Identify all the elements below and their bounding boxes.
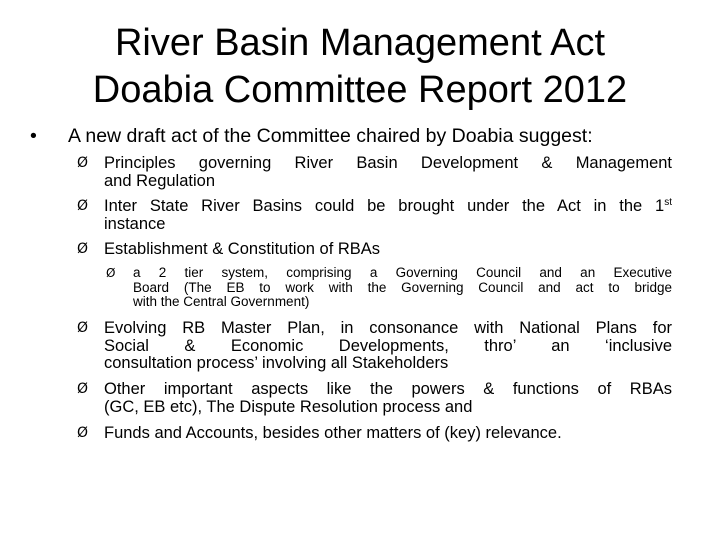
sub-sub-point-tier-system bbox=[106, 266, 672, 310]
sub-point-line: Other important aspects like the powers & functions of RBAs bbox=[104, 380, 672, 398]
sub-point-line: Principles governing River Basin Development & Management bbox=[104, 154, 672, 172]
sub-point-line: instance bbox=[104, 214, 166, 233]
sub-point-line: (GC, EB etc), The Dispute Resolution process and bbox=[104, 397, 473, 416]
sub-point-principles bbox=[77, 155, 672, 190]
sub-point-establishment bbox=[77, 241, 672, 259]
sub-point-line: Social & Economic Developments, thro’ an ‘inclusive bbox=[104, 336, 672, 355]
sub-point-line: Evolving RB Master Plan, in consonance with National Plans for bbox=[104, 319, 672, 337]
sub-point-funds bbox=[77, 425, 672, 443]
sub-point-line: consultation process’ involving all Stakeholders bbox=[104, 354, 449, 372]
sub-point-other-aspects bbox=[77, 381, 672, 416]
sub-point-line: and Regulation bbox=[104, 171, 216, 190]
arrow-bullet-icon: Ø bbox=[77, 320, 89, 336]
sub-point-master-plan bbox=[77, 320, 672, 373]
sub-point-inter-state bbox=[77, 198, 672, 233]
bullet-icon: • bbox=[30, 125, 37, 147]
sub-point-line: Board (The EB to work with the Governing Council and act to bridge bbox=[133, 279, 672, 295]
main-bullet-text: A new draft act of the Committee chaired by Doabia suggest: bbox=[68, 125, 593, 147]
arrow-bullet-icon: Ø bbox=[77, 155, 89, 171]
slide-title bbox=[0, 20, 720, 114]
sub-point-line: a 2 tier system, comprising a Governing Council and an Executive bbox=[133, 265, 672, 280]
sub-point-line: with the Central Government) bbox=[133, 294, 310, 309]
arrow-bullet-icon: Ø bbox=[106, 266, 116, 280]
arrow-bullet-icon: Ø bbox=[77, 381, 89, 397]
title-line-1: River Basin Management Act bbox=[114, 22, 605, 64]
sub-point-line: Establishment & Constitution of RBAs bbox=[104, 240, 381, 258]
title-line-2: Doabia Committee Report 2012 bbox=[92, 69, 628, 111]
arrow-bullet-icon: Ø bbox=[77, 198, 89, 214]
superscript: st bbox=[664, 197, 672, 208]
sub-point-line: Funds and Accounts, besides other matters of (key) relevance. bbox=[104, 424, 562, 442]
arrow-bullet-icon: Ø bbox=[77, 241, 89, 257]
sub-point-line: Inter State River Basins could be brought under the Act in the 1st bbox=[104, 197, 672, 215]
arrow-bullet-icon: Ø bbox=[77, 425, 89, 441]
